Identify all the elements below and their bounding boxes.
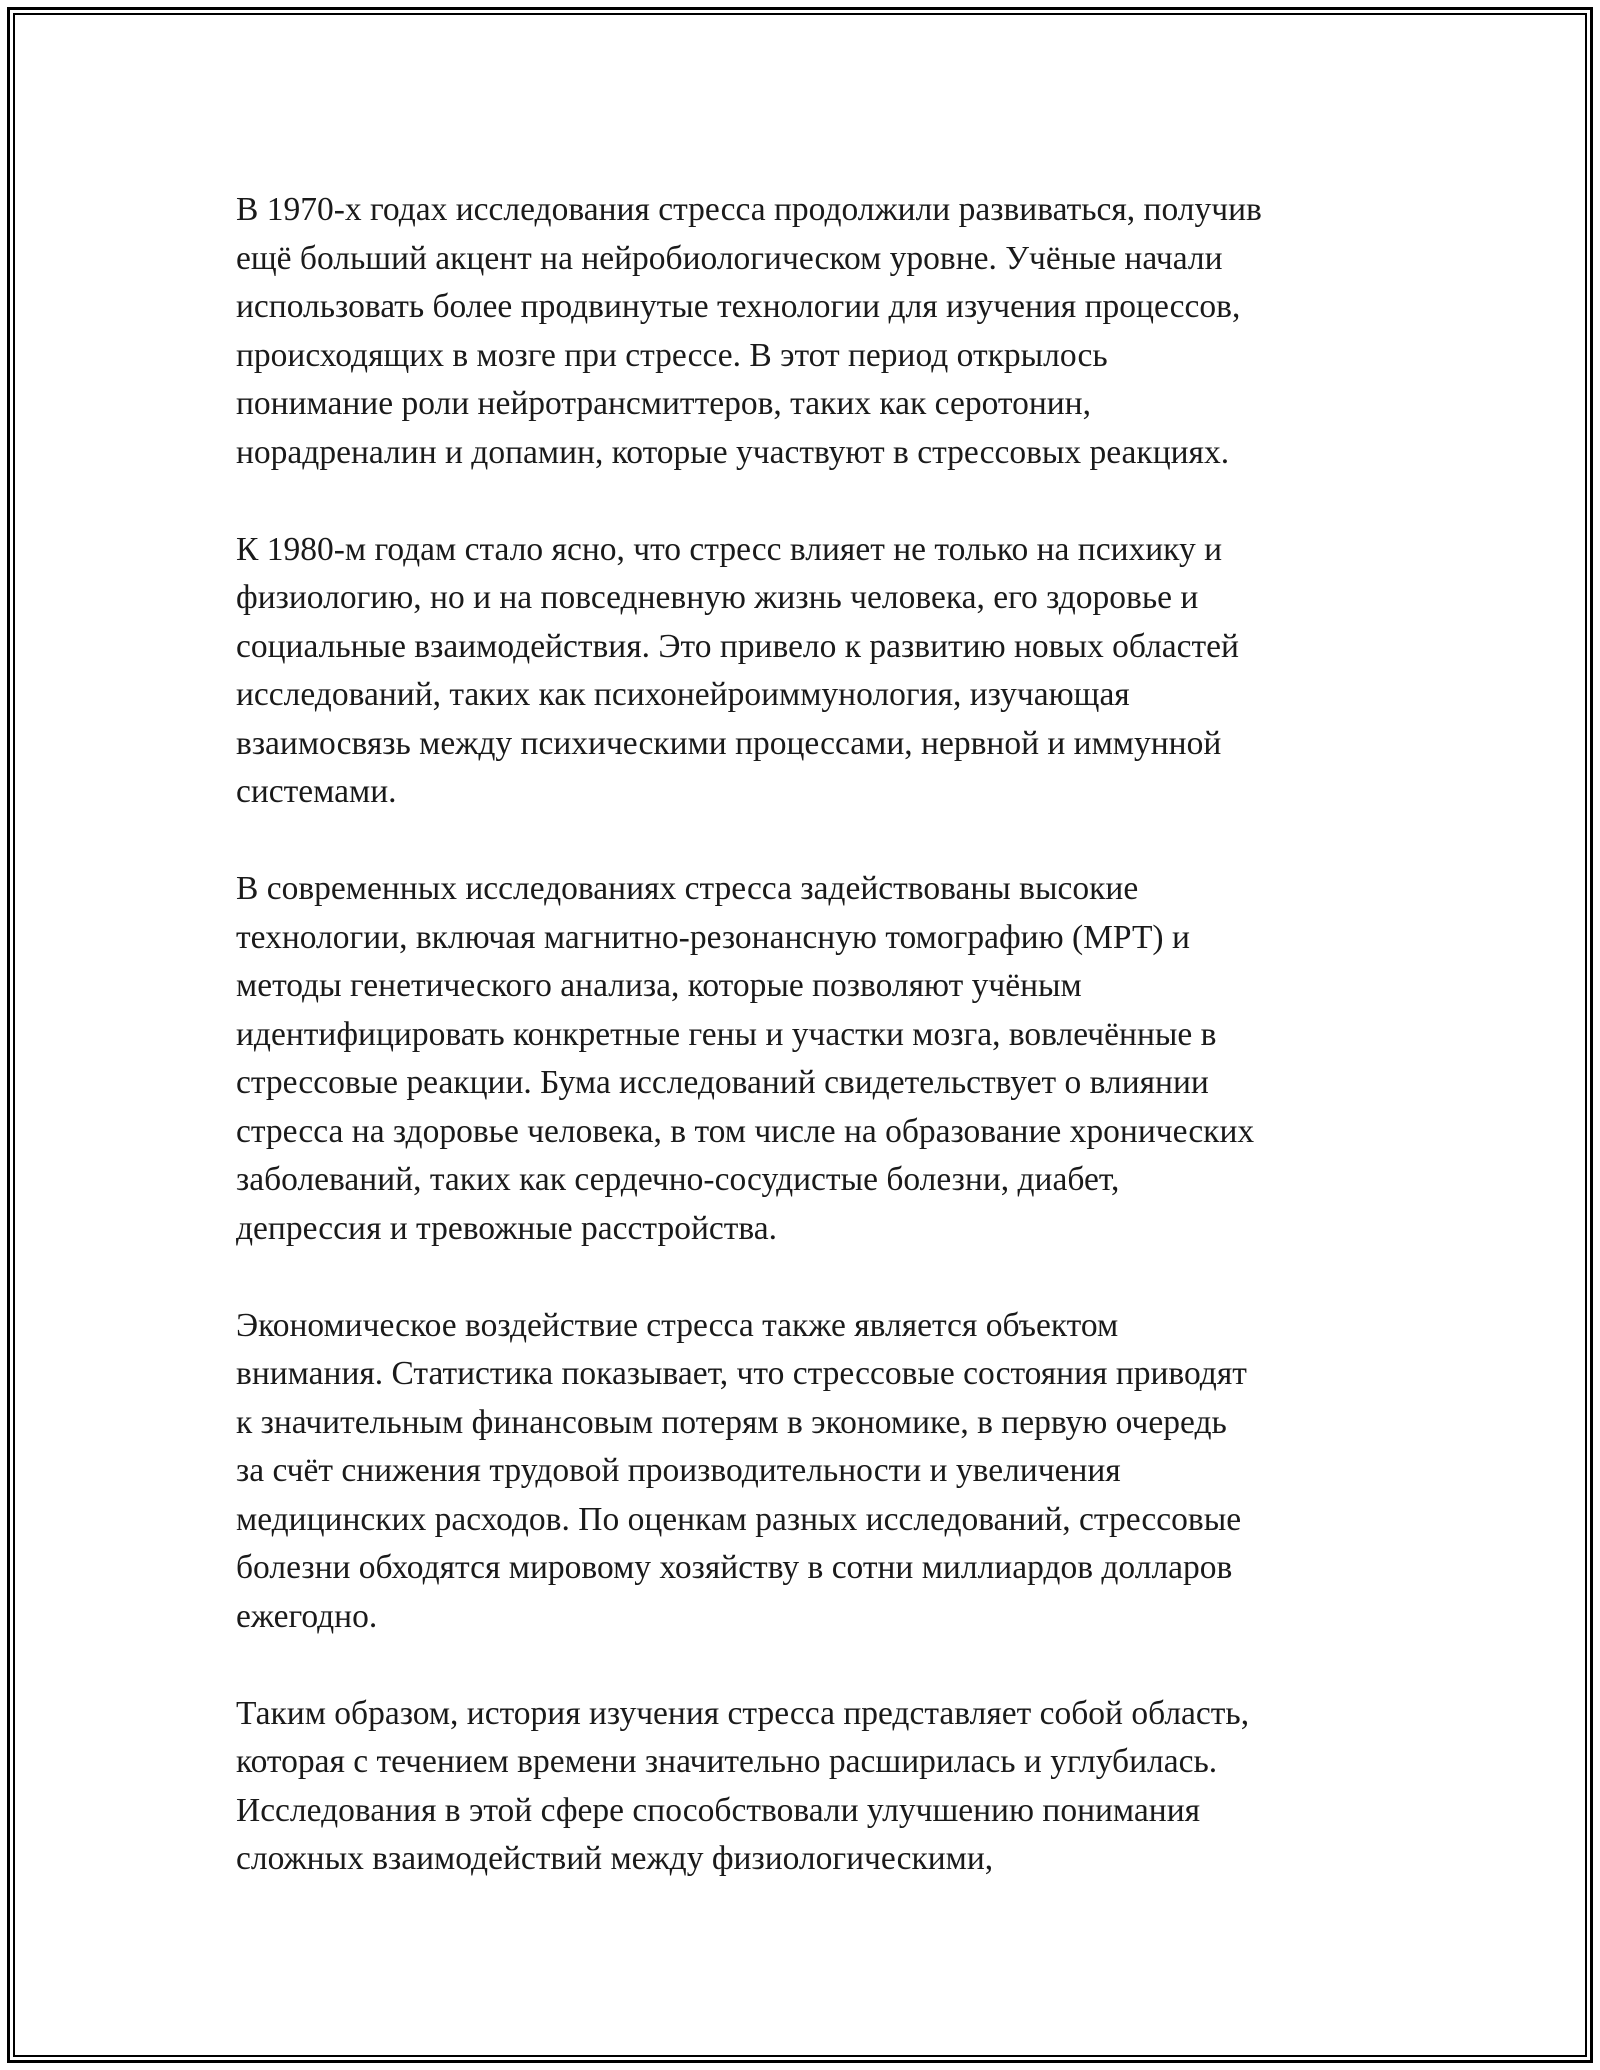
paragraph-conclusion: Таким образом, история изучения стресса представляет собой область, которая с течением времени значительно расширилась и углубилась. Исследования в этой сфере способствовали улучшению понимания сложных взаимодействий между физиологическими,	[236, 1694, 1250, 1877]
paragraph-economic-impact: Экономическое воздействие стресса также является объектом внимания. Статистика показывает, что стрессовые состояния приводят к значительным финансовым потерям в экономике, в первую очередь за счёт снижения трудовой производительности и увеличения медицинских расходов. По оценкам разных исследований, стрессовые болезни обходятся мировому хозяйству в сотни миллиардов долларов ежегодно.	[236, 1306, 1247, 1635]
document-body	[236, 186, 1396, 1884]
paragraph-modern-research: В современных исследованиях стресса задействованы высокие технологии, включая магнитно-резонансную томографию (МРТ) и методы генетического анализа, которые позволяют учёным идентифицировать конкретные гены и участки мозга, вовлечённые в стрессовые реакции. Бума исследований свидетельствует о влиянии стресса на здоровье человека, в том числе на образование хронических заболеваний, таких как сердечно-сосудистые болезни, диабет, депрессия и тревожные расстройства.	[236, 870, 1255, 1247]
paragraph-1970s: В 1970-х годах исследования стресса продолжили развиваться, получив ещё больший акцент на нейробиологическом уровне. Учёные начали использовать более продвинутые технологии для изучения процессов, происходящих в мозге при стрессе. В этот период открылось понимание роли нейротрансмиттеров, таких как серотонин, норадреналин и допамин, которые участвуют в стрессовых реакциях.	[236, 191, 1262, 471]
paragraph-1980s: К 1980-м годам стало ясно, что стресс влияет не только на психику и физиологию, но и на повседневную жизнь человека, его здоровье и социальные взаимодействия. Это привело к развитию новых областей исследований, таких как психонейроиммунология, изучающая взаимосвязь между психическими процессами, нервной и иммунной системами.	[236, 530, 1239, 810]
